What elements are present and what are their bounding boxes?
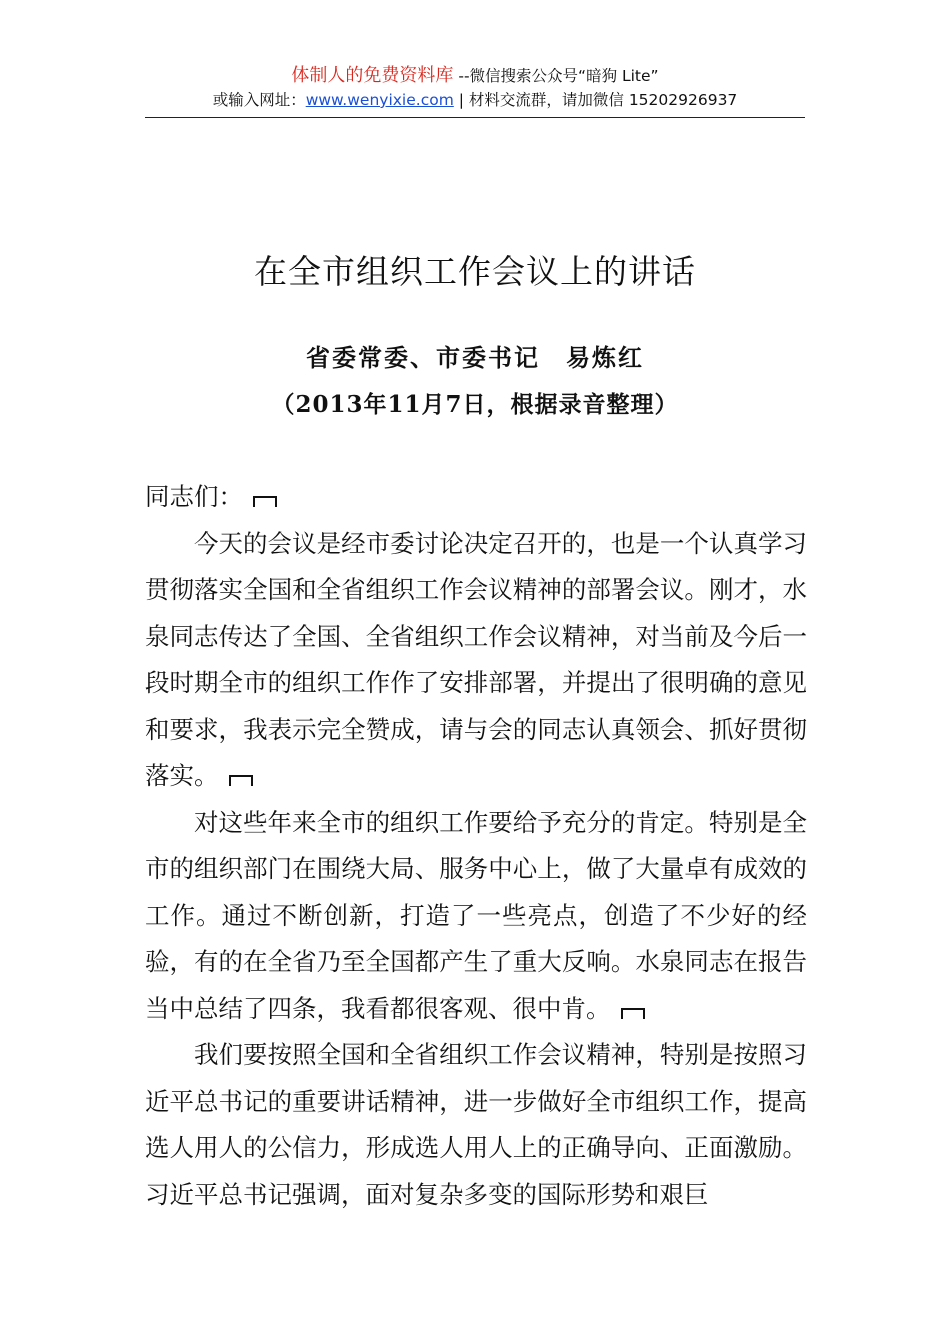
paragraph-mark-icon [621, 1008, 645, 1019]
page-header [145, 64, 805, 112]
author-line [0, 338, 950, 373]
paragraph [145, 521, 807, 800]
paragraph-text: 对这些年来全市的组织工作要给予充分的肯定。特别是全市的组织部门在围绕大局、服务中心上，做了大量卓有成效的工作。通过不断创新，打造了一些亮点，创造了不少好的经验，有的在全省乃至全国都产生了重大反响。水泉同志在报告当中总结了四条，我看都很客观、很中肯。 [145, 807, 807, 1023]
document-body [145, 474, 807, 1218]
paragraph [145, 800, 807, 1033]
paragraph-text: 我们要按照全国和全省组织工作会议精神，特别是按照习近平总书记的重要讲话精神，进一步做好全市组织工作，提高选人用人的公信力，形成选人用人上的正确导向、正面激励。习近平总书记强调，面对复杂多变的国际形势和艰巨 [145, 1040, 807, 1209]
header-line-2 [145, 88, 805, 112]
salutation-text: 同志们： [145, 482, 243, 511]
salutation [145, 474, 807, 521]
url-prefix: 或输入网址： [212, 91, 306, 109]
paragraph-text: 今天的会议是经市委讨论决定召开的，也是一个认真学习贯彻落实全国和全省组织工作会议精神的部署会议。刚才，水泉同志传达了全国、全省组织工作会议精神，对当前及今后一段时期全市的组织工作作了安排部署，并提出了很明确的意见和要求，我表示完全赞成，请与会的同志认真领会、抓好贯彻落实。 [145, 528, 807, 790]
author-role: 省委常委、市委书记 [306, 343, 540, 372]
url-suffix: | 材料交流群，请加微信 15202926937 [453, 91, 738, 109]
paragraph-mark-icon [253, 496, 277, 507]
date-note: （2013年11月7日，根据录音整理） [271, 391, 679, 418]
brand-suffix: --微信搜索公众号“暗狗 Lite” [453, 67, 659, 85]
header-line-1 [145, 64, 805, 88]
paragraph [145, 1032, 807, 1218]
header-divider [145, 117, 805, 118]
website-link[interactable]: www.wenyixie.com [305, 91, 454, 109]
document-title: 在全市组织工作会议上的讲话 [254, 252, 696, 291]
paragraph-mark-icon [229, 775, 253, 786]
author-name: 易炼红 [566, 343, 644, 372]
brand-name: 体制人的免费资料库 [291, 65, 454, 86]
